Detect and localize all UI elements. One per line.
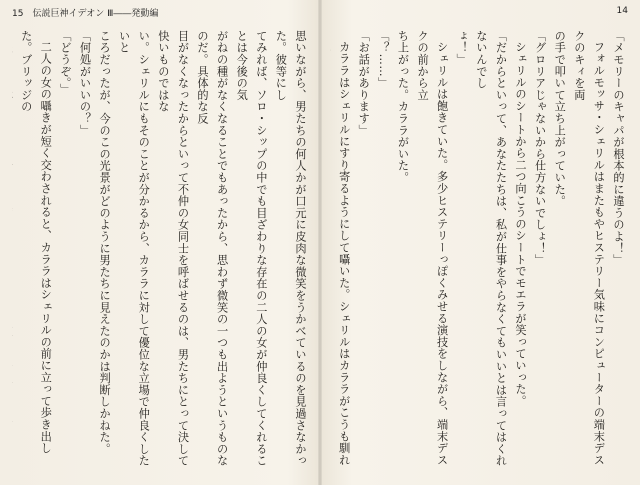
- text-line: 「どうぞ。」: [58, 30, 72, 96]
- right-page: [322, 0, 640, 485]
- text-line: 思いながら、男たちの何人かが口元に皮肉な微笑をうかべているのを見過さなかった。彼等にし: [274, 30, 307, 467]
- running-header: 15 伝説巨神イデオン Ⅲ――発動編: [12, 9, 159, 19]
- text-line: 「メモリーのキャパが根本的に違うのよ！」: [612, 30, 625, 266]
- text-line: 目がなくなったからといって不仲の女同士を呼ばせるのは、男たちにとって決して快いものではな: [156, 30, 190, 467]
- text-line: てみれば、ソロ・シップの中でも目ざわりな存在の二人の女が仲良くしてくれることは今後の気: [235, 30, 268, 467]
- right-page-text: [330, 30, 628, 469]
- text-line: 「？……」: [376, 30, 390, 89]
- text-line: ち上がった。カララがいた。: [396, 30, 410, 184]
- text-line: シェリルは飽きていた。多少ヒステリーっぽくみせる演技をしながら、端末デスクの前から立: [416, 30, 449, 466]
- text-line: シェリルのシートから二つ向こうのシートでモエラが笑っていった。: [514, 41, 528, 407]
- text-line: がねの種がなくなることでもあったから、思わず微笑の一つも出ようというものなのだ。具体的な反: [196, 30, 229, 467]
- text-line: 「だからといって、あなたたちは、私が仕事をやらなくてもいいとは言ってはくれないんでし: [474, 30, 508, 467]
- text-line: 「グロリアじゃないから仕方ないでしょ！」: [533, 30, 547, 266]
- page-number: 14: [616, 6, 628, 16]
- text-line: 二人の女の囁きが短く交わされると、カララはシェリルの前に立って歩き出した。ブリッジの: [19, 30, 53, 455]
- text-line: 「何処がいいの？」: [78, 30, 92, 137]
- left-page: [0, 0, 318, 485]
- text-line: い。シェリルにもそのことが分かるから、カララに対して優位な立場で仲良くしたいと: [117, 30, 151, 467]
- text-line: ょ！」: [455, 30, 469, 66]
- text-line: ころだったが、今のこの光景がどのように男たちに見えたのかは判断しかねた。: [98, 30, 112, 455]
- text-line: の手で叩いて立ち上がっていた。: [553, 30, 567, 207]
- text-line: カララはシェリルにすり寄るようにして囁いた。シェリルはカララがこうも馴れ: [337, 41, 351, 466]
- left-page-text: [12, 30, 310, 469]
- text-line: [12, 30, 16, 469]
- text-line: 「お話があります」: [357, 30, 371, 137]
- text-line: フォルモッサ・シェリルはまたもやヒステリー気味にコンピューターの端末デスクのキィを両: [572, 30, 606, 466]
